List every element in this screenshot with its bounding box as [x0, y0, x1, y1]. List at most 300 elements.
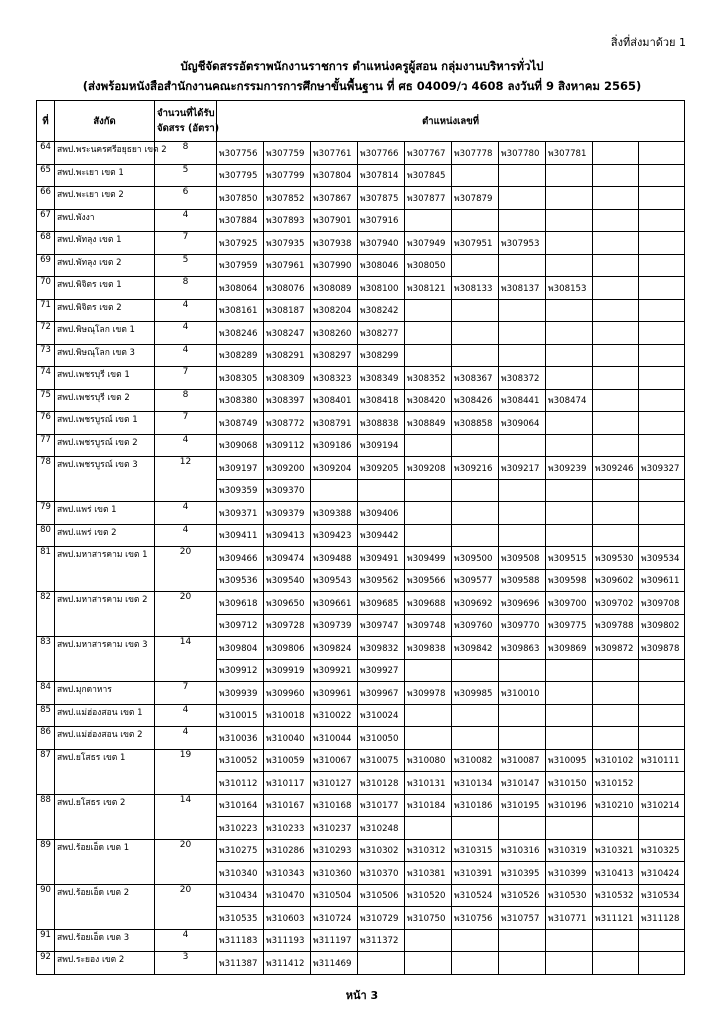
position-number-cell: พ311197: [311, 929, 358, 952]
row-number: 85: [37, 704, 55, 727]
position-number-cell: พ310532: [593, 884, 639, 907]
position-number-cell: พ310237: [311, 817, 358, 840]
position-number-cell: พ310080: [405, 749, 452, 772]
position-number-cell: พ309442: [358, 524, 405, 547]
position-number-cell: [405, 479, 452, 502]
position-number-cell: [405, 344, 452, 367]
position-number-cell: พ310067: [311, 749, 358, 772]
position-number-cell: พ308100: [358, 277, 405, 300]
position-number-cell: พ309832: [358, 637, 405, 660]
position-number-cell: พ310319: [546, 839, 593, 862]
position-number-cell: พ308309: [264, 367, 311, 390]
position-number-cell: พ309688: [405, 592, 452, 615]
allocation-count-cell: 7: [155, 682, 217, 705]
table-row: [37, 254, 685, 277]
allocation-count-cell: 5: [155, 164, 217, 187]
position-number-cell: [639, 772, 685, 795]
position-number-cell: พ310340: [217, 862, 264, 885]
position-number-cell: พ310127: [311, 772, 358, 795]
position-number-cell: พ308246: [217, 322, 264, 345]
position-number-cell: พ310757: [499, 907, 546, 930]
position-number-cell: [639, 344, 685, 367]
position-number-cell: พ309700: [546, 592, 593, 615]
page-number: หน้า 3: [345, 989, 379, 1002]
position-number-cell: พ309775: [546, 614, 593, 637]
header-positions: ตำแหน่งเลขที่: [217, 101, 685, 142]
position-number-cell: [452, 344, 499, 367]
position-number-cell: พ310117: [264, 772, 311, 795]
position-number-cell: พ307799: [264, 164, 311, 187]
allocation-count-cell: 4: [155, 929, 217, 952]
table-row: [37, 727, 685, 750]
position-number-cell: [639, 682, 685, 705]
position-number-cell: [452, 164, 499, 187]
position-number-cell: [639, 187, 685, 210]
position-number-cell: พ309748: [405, 614, 452, 637]
position-number-cell: พ307953: [499, 232, 546, 255]
position-number-cell: พ309611: [639, 569, 685, 592]
position-number-cell: พ309598: [546, 569, 593, 592]
allocation-count-cell: 4: [155, 344, 217, 367]
position-number-cell: พ307804: [311, 164, 358, 187]
row-number: 89: [37, 839, 55, 884]
position-number-cell: พ310413: [593, 862, 639, 885]
position-number-cell: พ309562: [358, 569, 405, 592]
position-number-cell: พ309359: [217, 479, 264, 502]
position-number-cell: พ310424: [639, 862, 685, 885]
position-number-cell: พ307850: [217, 187, 264, 210]
affiliation-cell: สพป.พิษณุโลก เขต 3: [55, 344, 155, 367]
position-number-cell: พ309804: [217, 637, 264, 660]
position-number-cell: [593, 142, 639, 165]
allocation-count-cell: 7: [155, 232, 217, 255]
position-number-cell: พ308089: [311, 277, 358, 300]
position-number-cell: พ309197: [217, 457, 264, 480]
affiliation-cell: สพป.พิจิตร เขต 1: [55, 277, 155, 300]
position-number-cell: พ310506: [358, 884, 405, 907]
allocation-count-cell: 14: [155, 637, 217, 682]
allocation-count-cell: 8: [155, 277, 217, 300]
table-row: [37, 839, 685, 862]
position-number-cell: พ309194: [358, 434, 405, 457]
affiliation-cell: สพป.ยโสธร เขต 2: [55, 794, 155, 839]
position-number-cell: พ310167: [264, 794, 311, 817]
document-subtitle: (ส่งพร้อมหนังสือสำนักงานคณะกรรมการการศึกษาขั้นพื้นฐาน ที่ ศธ 04009/ว 4608 ลงวันที่ 9 สิงหาคม 2565): [82, 79, 642, 93]
position-number-cell: [593, 659, 639, 682]
position-number-cell: พ310111: [639, 749, 685, 772]
header-affiliation: สังกัด: [55, 101, 155, 142]
position-number-cell: พ309788: [593, 614, 639, 637]
allocation-count-cell: 4: [155, 299, 217, 322]
position-number-cell: พ309921: [311, 659, 358, 682]
position-number-cell: พ310112: [217, 772, 264, 795]
position-number-cell: [546, 704, 593, 727]
position-number-cell: [546, 367, 593, 390]
position-number-cell: พ308426: [452, 389, 499, 412]
position-number-cell: [639, 299, 685, 322]
position-number-cell: พ307852: [264, 187, 311, 210]
position-number-cell: พ309064: [499, 412, 546, 435]
row-number: 73: [37, 344, 55, 367]
position-number-cell: พ310131: [405, 772, 452, 795]
position-number-cell: [499, 659, 546, 682]
position-number-cell: [499, 817, 546, 840]
position-number-cell: พ309602: [593, 569, 639, 592]
position-number-cell: พ310102: [593, 749, 639, 772]
position-number-cell: พ309869: [546, 637, 593, 660]
table-header-row: [37, 101, 685, 142]
table-row: [37, 299, 685, 322]
position-number-cell: พ310724: [311, 907, 358, 930]
position-number-cell: พ309978: [405, 682, 452, 705]
allocation-count-cell: 5: [155, 254, 217, 277]
position-number-cell: พ307940: [358, 232, 405, 255]
position-number-cell: พ311412: [264, 952, 311, 975]
allocation-count-cell: 7: [155, 412, 217, 435]
position-number-cell: [499, 479, 546, 502]
position-number-cell: พ308352: [405, 367, 452, 390]
position-number-cell: พ308323: [311, 367, 358, 390]
position-number-cell: พ310059: [264, 749, 311, 772]
affiliation-cell: สพป.พัทลุง เขต 2: [55, 254, 155, 277]
position-number-cell: พ309708: [639, 592, 685, 615]
position-number-cell: พ310395: [499, 862, 546, 885]
table-row: [37, 457, 685, 480]
row-number: 64: [37, 142, 55, 165]
table-row: [37, 412, 685, 435]
table-row: [37, 952, 685, 975]
position-number-cell: พ308046: [358, 254, 405, 277]
affiliation-cell: สพป.เพชรบูรณ์ เขต 2: [55, 434, 155, 457]
row-number: 74: [37, 367, 55, 390]
position-number-cell: [639, 164, 685, 187]
position-number-cell: พ307814: [358, 164, 405, 187]
position-number-cell: พ308299: [358, 344, 405, 367]
position-number-cell: พ310010: [499, 682, 546, 705]
position-number-cell: พ309872: [593, 637, 639, 660]
position-number-cell: [358, 952, 405, 975]
position-number-cell: [546, 209, 593, 232]
position-number-cell: พ309508: [499, 547, 546, 570]
position-number-cell: พ309912: [217, 659, 264, 682]
position-number-cell: พ307959: [217, 254, 264, 277]
position-number-cell: [405, 524, 452, 547]
table-row: [37, 637, 685, 660]
position-number-cell: [546, 232, 593, 255]
position-number-cell: [499, 502, 546, 525]
position-number-cell: พ310729: [358, 907, 405, 930]
position-number-cell: พ309204: [311, 457, 358, 480]
table-row: [37, 164, 685, 187]
position-number-cell: พ309239: [546, 457, 593, 480]
position-number-cell: พ307884: [217, 209, 264, 232]
position-number-cell: พ311469: [311, 952, 358, 975]
position-number-cell: พ308372: [499, 367, 546, 390]
allocation-count-cell: 8: [155, 389, 217, 412]
position-number-cell: พ307961: [264, 254, 311, 277]
affiliation-cell: สพป.พระนครศรีอยุธยา เขต 2: [55, 142, 155, 165]
row-number: 90: [37, 884, 55, 929]
position-number-cell: [593, 524, 639, 547]
position-number-cell: พ310040: [264, 727, 311, 750]
position-number-cell: [499, 254, 546, 277]
row-number: 83: [37, 637, 55, 682]
position-number-cell: [546, 187, 593, 210]
position-number-cell: พ310391: [452, 862, 499, 885]
position-number-cell: พ309217: [499, 457, 546, 480]
row-number: 80: [37, 524, 55, 547]
position-number-cell: พ309927: [358, 659, 405, 682]
row-number: 68: [37, 232, 55, 255]
position-number-cell: [593, 254, 639, 277]
position-number-cell: พ309406: [358, 502, 405, 525]
position-number-cell: พ310293: [311, 839, 358, 862]
allocation-count-cell: 8: [155, 142, 217, 165]
allocation-count-cell: 14: [155, 794, 217, 839]
allocation-count-cell: 12: [155, 457, 217, 502]
position-number-cell: [452, 299, 499, 322]
allocation-count-cell: 4: [155, 704, 217, 727]
position-number-cell: [593, 344, 639, 367]
position-number-cell: พ309370: [264, 479, 311, 502]
position-number-cell: [546, 682, 593, 705]
position-number-cell: [546, 952, 593, 975]
position-number-cell: พ307780: [499, 142, 546, 165]
position-number-cell: [639, 254, 685, 277]
position-number-cell: [499, 299, 546, 322]
position-number-cell: [499, 952, 546, 975]
table-row: [37, 209, 685, 232]
table-row: [37, 187, 685, 210]
position-number-cell: พ310196: [546, 794, 593, 817]
row-number: 70: [37, 277, 55, 300]
position-number-cell: [546, 727, 593, 750]
position-number-cell: [499, 434, 546, 457]
position-number-cell: พ310530: [546, 884, 593, 907]
table-row: [37, 704, 685, 727]
position-number-cell: [639, 704, 685, 727]
position-number-cell: พ310152: [593, 772, 639, 795]
position-number-cell: [639, 502, 685, 525]
position-number-cell: พ310184: [405, 794, 452, 817]
position-number-cell: พ309712: [217, 614, 264, 637]
position-number-cell: พ307795: [217, 164, 264, 187]
affiliation-cell: สพป.เพชรบูรณ์ เขต 3: [55, 457, 155, 502]
row-number: 87: [37, 749, 55, 794]
row-number: 69: [37, 254, 55, 277]
table-row: [37, 794, 685, 817]
position-number-cell: พ310147: [499, 772, 546, 795]
document-title: บัญชีจัดสรรอัตราพนักงานราชการ ตำแหน่งครูผู้สอน กลุ่มงานบริหารทั่วไป: [180, 59, 544, 73]
position-number-cell: [405, 952, 452, 975]
position-number-cell: พ310248: [358, 817, 405, 840]
row-number: 92: [37, 952, 55, 975]
position-number-cell: [311, 479, 358, 502]
affiliation-cell: สพป.พะเยา เขต 2: [55, 187, 155, 210]
position-number-cell: พ310087: [499, 749, 546, 772]
position-number-cell: [358, 479, 405, 502]
position-number-cell: พ309961: [311, 682, 358, 705]
position-number-cell: พ310050: [358, 727, 405, 750]
position-number-cell: [452, 817, 499, 840]
position-number-cell: พ309246: [593, 457, 639, 480]
header-count-line2: จัดสรร (อัตรา): [157, 123, 220, 134]
position-number-cell: พ308242: [358, 299, 405, 322]
position-number-cell: พ307778: [452, 142, 499, 165]
allocation-count-cell: 6: [155, 187, 217, 210]
position-number-cell: พ310128: [358, 772, 405, 795]
position-number-cell: พ310286: [264, 839, 311, 862]
position-number-cell: [452, 524, 499, 547]
row-number: 84: [37, 682, 55, 705]
affiliation-cell: สพป.ร้อยเอ็ด เขต 3: [55, 929, 155, 952]
position-number-cell: พ311121: [593, 907, 639, 930]
position-number-cell: พ310082: [452, 749, 499, 772]
position-number-cell: พ308858: [452, 412, 499, 435]
affiliation-cell: สพป.พิษณุโลก เขต 1: [55, 322, 155, 345]
position-number-cell: พ309650: [264, 592, 311, 615]
position-number-cell: พ309534: [639, 547, 685, 570]
position-number-cell: [405, 502, 452, 525]
position-number-cell: พ310470: [264, 884, 311, 907]
position-number-cell: พ310316: [499, 839, 546, 862]
position-number-cell: พ309536: [217, 569, 264, 592]
position-number-cell: พ309760: [452, 614, 499, 637]
row-number: 78: [37, 457, 55, 502]
position-number-cell: พ309985: [452, 682, 499, 705]
position-number-cell: [499, 187, 546, 210]
position-number-cell: พ307761: [311, 142, 358, 165]
position-number-cell: [639, 232, 685, 255]
position-number-cell: พ309939: [217, 682, 264, 705]
affiliation-cell: สพป.ร้อยเอ็ด เขต 1: [55, 839, 155, 884]
row-number: 77: [37, 434, 55, 457]
header-no: ที่: [37, 101, 55, 142]
position-number-cell: [546, 502, 593, 525]
row-number: 88: [37, 794, 55, 839]
position-number-cell: พ309411: [217, 524, 264, 547]
affiliation-cell: สพป.มหาสารคาม เขต 2: [55, 592, 155, 637]
position-number-cell: พ307767: [405, 142, 452, 165]
position-number-cell: [639, 322, 685, 345]
table-row: [37, 367, 685, 390]
position-number-cell: [639, 389, 685, 412]
position-number-cell: พ310022: [311, 704, 358, 727]
table-row: [37, 749, 685, 772]
position-number-cell: [499, 322, 546, 345]
position-number-cell: พ308838: [358, 412, 405, 435]
position-number-cell: [499, 344, 546, 367]
table-row: [37, 322, 685, 345]
position-number-cell: [452, 929, 499, 952]
position-number-cell: [405, 322, 452, 345]
position-number-cell: [546, 434, 593, 457]
position-number-cell: [593, 187, 639, 210]
position-number-cell: พ309327: [639, 457, 685, 480]
position-number-cell: [546, 524, 593, 547]
position-number-cell: พ308418: [358, 389, 405, 412]
position-number-cell: [639, 277, 685, 300]
position-number-cell: [639, 434, 685, 457]
allocation-count-cell: 4: [155, 209, 217, 232]
position-number-cell: พ309919: [264, 659, 311, 682]
position-number-cell: พ308380: [217, 389, 264, 412]
position-number-cell: [405, 209, 452, 232]
position-number-cell: พ309577: [452, 569, 499, 592]
position-number-cell: [405, 434, 452, 457]
position-number-cell: พ309878: [639, 637, 685, 660]
position-number-cell: พ310399: [546, 862, 593, 885]
allocation-table: [36, 100, 685, 975]
position-number-cell: พ309491: [358, 547, 405, 570]
table-row: [37, 434, 685, 457]
position-number-cell: [593, 367, 639, 390]
position-number-cell: พ309685: [358, 592, 405, 615]
position-number-cell: [452, 659, 499, 682]
position-number-cell: พ308849: [405, 412, 452, 435]
position-number-cell: [639, 727, 685, 750]
allocation-count-cell: 7: [155, 367, 217, 390]
position-number-cell: พ309200: [264, 457, 311, 480]
affiliation-cell: สพป.แม่ฮ่องสอน เขต 2: [55, 727, 155, 750]
position-number-cell: พ307951: [452, 232, 499, 255]
position-number-cell: พ311372: [358, 929, 405, 952]
position-number-cell: [499, 727, 546, 750]
position-number-cell: พ308791: [311, 412, 358, 435]
position-number-cell: [452, 704, 499, 727]
position-number-cell: [639, 412, 685, 435]
header-count: [155, 101, 220, 142]
position-number-cell: พ309967: [358, 682, 405, 705]
position-number-cell: [593, 817, 639, 840]
position-number-cell: พ308133: [452, 277, 499, 300]
position-number-cell: พ307990: [311, 254, 358, 277]
position-number-cell: พ310195: [499, 794, 546, 817]
attachment-note: สิ่งที่ส่งมาด้วย 1: [610, 36, 686, 49]
position-number-cell: พ310520: [405, 884, 452, 907]
position-number-cell: พ309388: [311, 502, 358, 525]
position-number-cell: พ308161: [217, 299, 264, 322]
affiliation-cell: สพป.ระยอง เขต 2: [55, 952, 155, 975]
position-number-cell: พ309500: [452, 547, 499, 570]
position-number-cell: พ309413: [264, 524, 311, 547]
position-number-cell: พ310024: [358, 704, 405, 727]
allocation-count-cell: 4: [155, 322, 217, 345]
position-number-cell: พ310186: [452, 794, 499, 817]
position-number-cell: พ308749: [217, 412, 264, 435]
position-number-cell: พ309499: [405, 547, 452, 570]
position-number-cell: [546, 322, 593, 345]
position-number-cell: พ310095: [546, 749, 593, 772]
position-number-cell: พ308247: [264, 322, 311, 345]
position-number-cell: พ309702: [593, 592, 639, 615]
position-number-cell: [593, 164, 639, 187]
position-number-cell: พ310223: [217, 817, 264, 840]
table-body: [37, 142, 685, 975]
position-number-cell: [639, 817, 685, 840]
position-number-cell: [593, 727, 639, 750]
position-number-cell: [639, 367, 685, 390]
position-number-cell: พ310381: [405, 862, 452, 885]
row-number: 79: [37, 502, 55, 525]
position-number-cell: พ308441: [499, 389, 546, 412]
position-number-cell: [593, 479, 639, 502]
position-number-cell: [593, 209, 639, 232]
position-number-cell: พ310312: [405, 839, 452, 862]
position-number-cell: [546, 479, 593, 502]
affiliation-cell: สพป.มหาสารคาม เขต 3: [55, 637, 155, 682]
position-number-cell: พ309863: [499, 637, 546, 660]
